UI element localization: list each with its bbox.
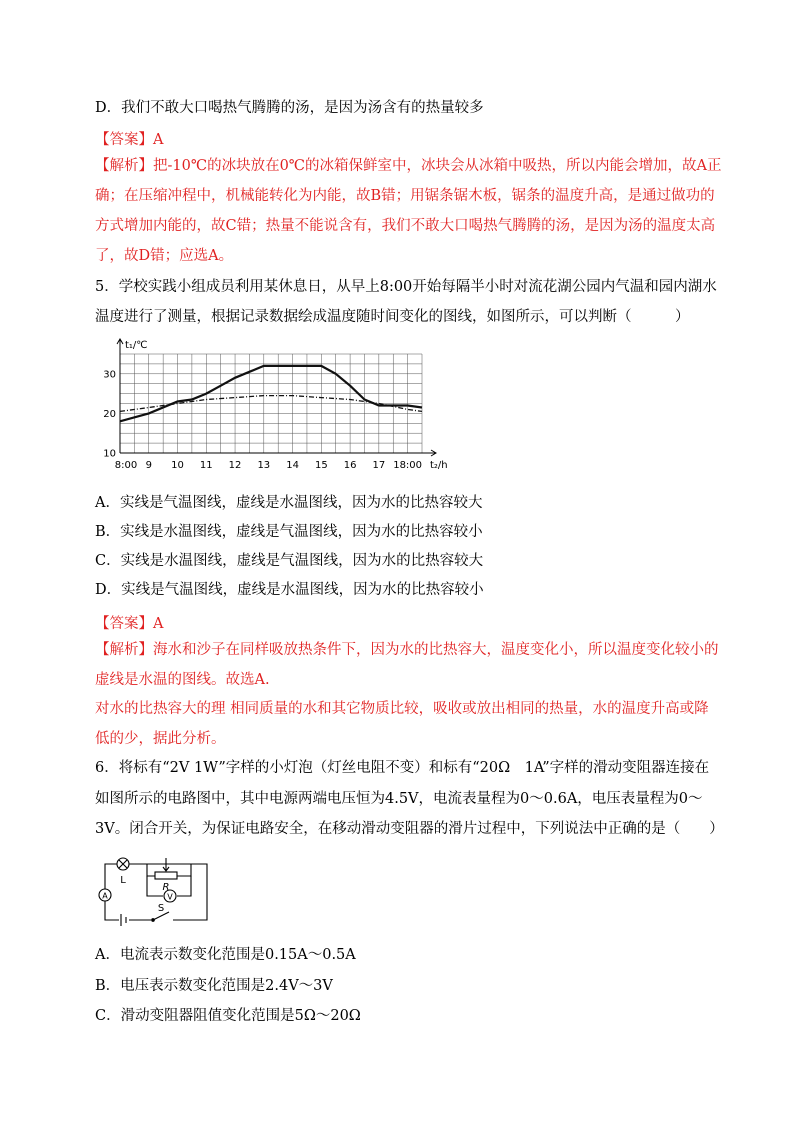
q5-stem-line-1: 5．学校实践小组成员利用某休息日，从早上8:00开始每隔半小时对流花湖公园内气温和园内湖水 — [95, 279, 717, 295]
x-tick-label: 11 — [199, 460, 213, 471]
q5-analysis-line-4: 低的少，据此分析。 — [95, 731, 226, 747]
resistor-icon — [155, 872, 177, 879]
q4-option-d: D．我们不敢大口喝热气腾腾的汤，是因为汤含有的热量较多 — [95, 100, 484, 116]
circuit-diagram — [95, 850, 215, 932]
q6-stem-line-1: 6．将标有“2V 1W”字样的小灯泡（灯丝电阻不变）和标有“20Ω 1A”字样的滑动变阻器连接在 — [95, 760, 710, 776]
q4-analysis-line-1: 【解析】把-10℃的冰块放在0℃的冰箱保鲜室中，冰块会从冰箱中吸热，所以内能会增加，故A正 — [95, 158, 722, 174]
q5-answer: 【答案】A — [95, 616, 164, 632]
q5-option-d: D．实线是气温图线，虚线是水温图线，因为水的比热容较小 — [95, 582, 484, 598]
chart-grid — [117, 339, 436, 456]
q5-option-c: C．实线是水温图线，虚线是气温图线，因为水的比热容较大 — [95, 553, 484, 569]
voltmeter-label: V — [167, 892, 173, 902]
q6-stem-line-2: 如图所示的电路图中，其中电源两端电压恒为4.5V，电流表量程为0～0.6A，电压表量程为0～ — [95, 791, 703, 807]
q5-option-a: A．实线是气温图线，虚线是水温图线，因为水的比热容较大 — [95, 495, 483, 511]
y-tick-label: 30 — [103, 369, 116, 381]
y-tick-label: 10 — [103, 448, 116, 460]
x-tick-label: 16 — [343, 460, 357, 471]
q6-option-b: B．电压表示数变化范围是2.4V～3V — [95, 978, 333, 994]
x-tick-label: 9 — [145, 460, 152, 471]
q6-option-a: A．电流表示数变化范围是0.15A～0.5A — [95, 947, 356, 963]
y-tick-label: 20 — [103, 408, 116, 420]
switch-label: S — [157, 903, 165, 914]
x-axis-label: t₂/h — [430, 460, 448, 471]
lamp-label: L — [120, 875, 126, 886]
resistor-label: R — [162, 882, 170, 893]
q5-analysis-line-2: 虚线是水温的图线。故选A. — [95, 672, 270, 688]
temperature-chart — [103, 336, 465, 472]
y-axis-label: t₁/℃ — [125, 340, 148, 351]
q4-analysis-line-4: 了，故D错；应选A。 — [95, 248, 234, 264]
q5-analysis-line-1: 【解析】海水和沙子在同样吸放热条件下，因为水的比热容大，温度变化小，所以温度变化较小的 — [95, 642, 719, 658]
q5-analysis-line-3: 对水的比热容大的理 相同质量的水和其它物质比较，吸收或放出相同的热量，水的温度升高或降 — [95, 701, 709, 717]
q6-option-c: C．滑动变阻器阻值变化范围是5Ω～20Ω — [95, 1008, 361, 1024]
x-tick-label: 15 — [314, 460, 328, 471]
x-tick-label: 14 — [286, 460, 299, 471]
q6-stem-line-3: 3V。闭合开关，为保证电路安全，在移动滑动变阻器的滑片过程中，下列说法中正确的是（ ） — [95, 821, 724, 837]
x-tick-label: 13 — [257, 460, 271, 471]
x-tick-label: 12 — [228, 460, 242, 471]
x-tick-label: 10 — [171, 460, 184, 471]
q5-stem-line-2: 温度进行了测量，根据记录数据绘成温度随时间变化的图线，如图所示，可以判断（ ） — [95, 309, 690, 325]
x-tick-label: 18:00 — [393, 460, 423, 471]
x-tick-label: 17 — [372, 460, 386, 471]
x-tick-label: 8:00 — [114, 460, 138, 471]
q4-analysis-line-2: 确；在压缩冲程中，机械能转化为内能，故B错；用锯条锯木板，锯条的温度升高，是通过做功的 — [95, 188, 715, 204]
ammeter-label: A — [102, 891, 108, 901]
q5-option-b: B．实线是水温图线，虚线是气温图线，因为水的比热容较小 — [95, 524, 483, 540]
q4-analysis-line-3: 方式增加内能的，故C错；热量不能说含有，我们不敢大口喝热气腾腾的汤，是因为汤的温度太高 — [95, 218, 716, 234]
q4-answer: 【答案】A — [95, 132, 164, 148]
